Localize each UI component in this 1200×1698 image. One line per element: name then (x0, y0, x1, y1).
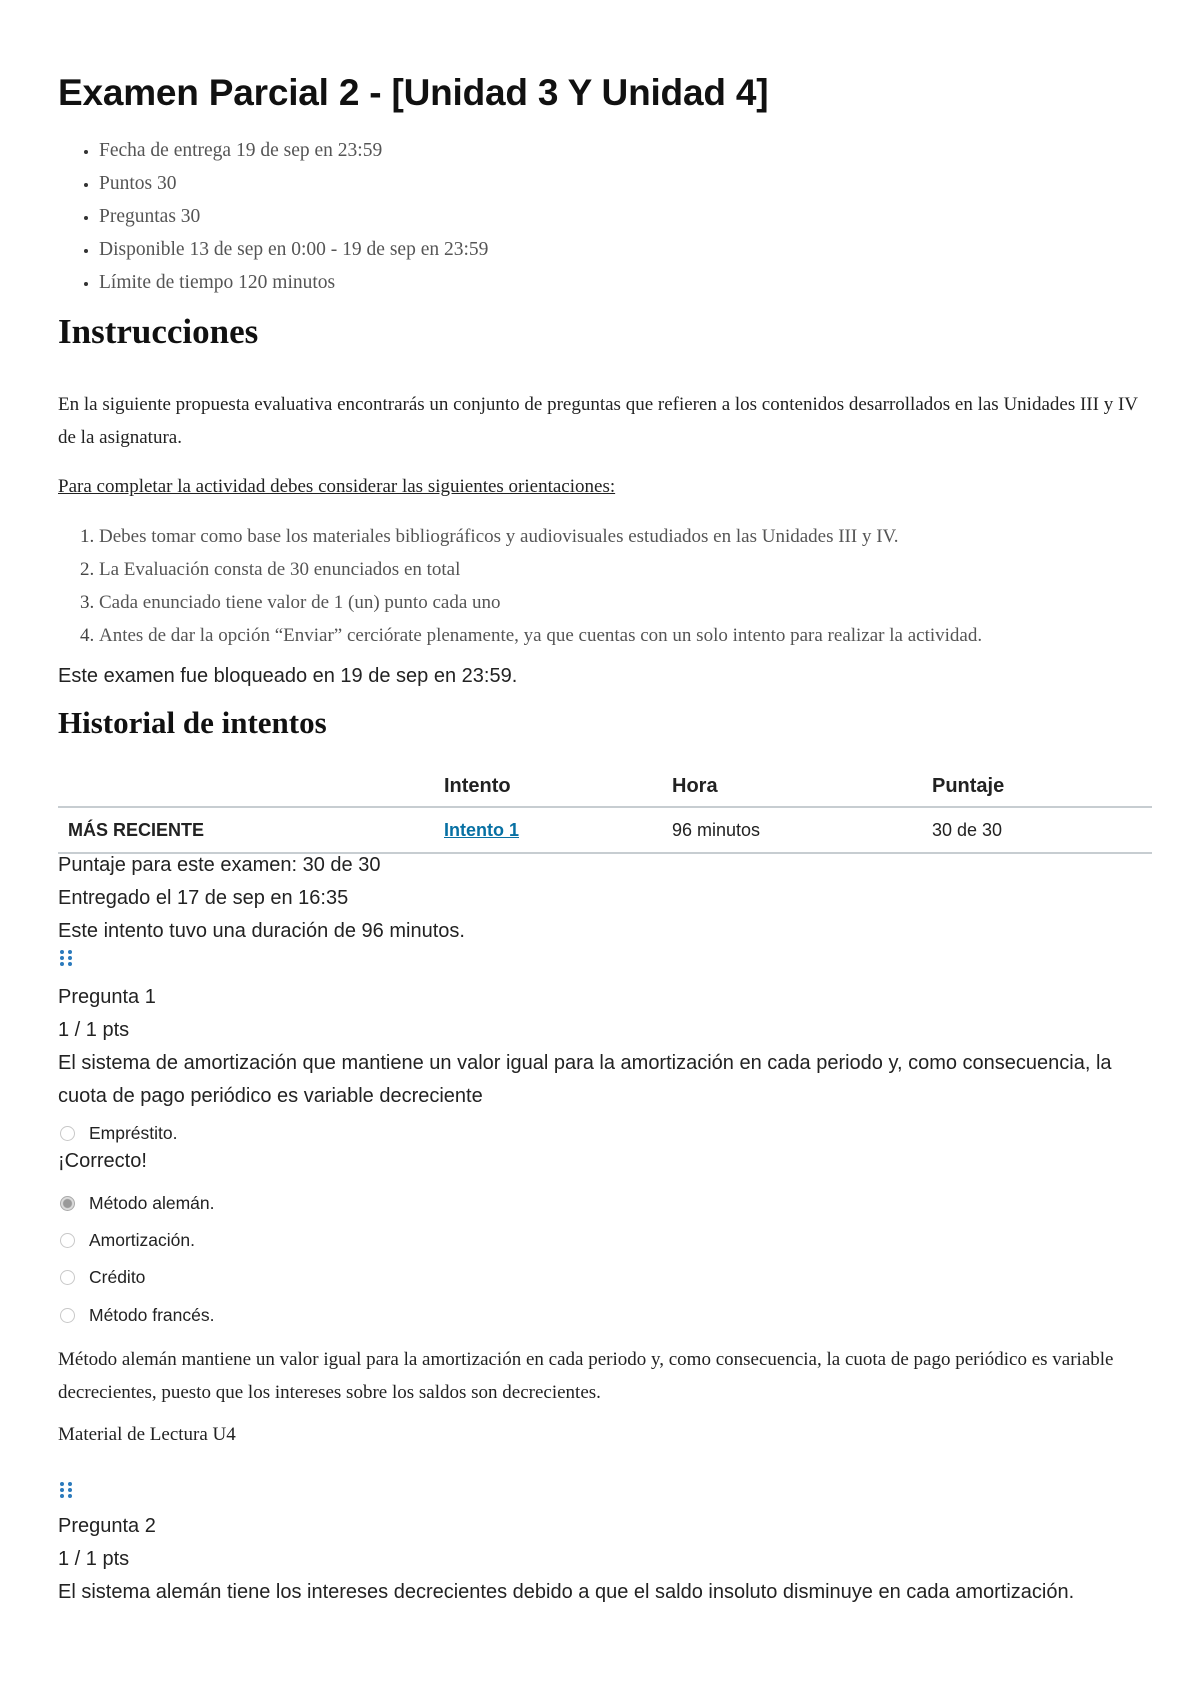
drag-handle-icon[interactable] (60, 1482, 74, 1508)
answer-label: Crédito (89, 1266, 146, 1287)
most-recent-label: MÁS RECIENTE (58, 807, 444, 853)
detail-time-limit: • Límite de tiempo 120 minutos (99, 266, 488, 299)
correct-label: ¡Correcto! (58, 1150, 147, 1172)
question-1-text: El sistema de amortización que mantiene un valor igual para la amortización en cada periodo y, como consecuencia, la cuota de pago periódico es variable decreciente (58, 1052, 1112, 1107)
instructions-heading: Instrucciones (58, 312, 259, 351)
question-1-points: 1 / 1 pts (58, 1019, 130, 1041)
page-title: Examen Parcial 2 - [Unidad 3 Y Unidad 4] (58, 72, 769, 113)
question-1-title: Pregunta 1 (58, 986, 156, 1008)
submitted-at: Entregado el 17 de sep en 16:35 (58, 887, 349, 909)
attempt-duration: Este intento tuvo una duración de 96 minutos. (58, 920, 465, 942)
attempt-history-table (58, 766, 1152, 854)
radio-icon[interactable] (60, 1233, 75, 1248)
score-cell: 30 de 30 (932, 807, 1152, 853)
column-header-attempt: Intento (444, 766, 672, 807)
radio-icon[interactable] (60, 1270, 75, 1285)
step-item: 2. La Evaluación consta de 30 enunciados en total (99, 553, 982, 586)
column-header-time: Hora (672, 766, 932, 807)
drag-handle-icon[interactable] (60, 950, 74, 976)
reading-material: Material de Lectura U4 (58, 1424, 236, 1445)
column-header-score: Puntaje (932, 766, 1152, 807)
answer-option-selected[interactable] (58, 1188, 215, 1218)
detail-due-date: • Fecha de entrega 19 de sep en 23:59 (99, 134, 488, 167)
step-item: 4. Antes de dar la opción “Enviar” cerciórate plenamente, ya que cuentas con un solo intento para realizar la actividad. (99, 619, 982, 652)
detail-points: • Puntos 30 (99, 167, 488, 200)
locked-notice: Este examen fue bloqueado en 19 de sep en 23:59. (58, 665, 518, 687)
radio-checked-icon[interactable] (60, 1196, 75, 1211)
detail-questions: • Preguntas 30 (99, 200, 488, 233)
radio-icon[interactable] (60, 1126, 75, 1141)
radio-icon[interactable] (60, 1308, 75, 1323)
answer-label: Empréstito. (89, 1122, 178, 1143)
answer-option[interactable] (58, 1225, 195, 1255)
answer-label: Método alemán. (89, 1192, 215, 1213)
step-item: 3. Cada enunciado tiene valor de 1 (un) punto cada uno (99, 586, 982, 619)
instructions-intro: En la siguiente propuesta evaluativa encontrarás un conjunto de preguntas que refieren a los contenidos desarrollados en las Unidades III y IV de la asignatura. (58, 394, 1138, 448)
history-heading: Historial de intentos (58, 705, 327, 740)
attempt-link[interactable]: Intento 1 (444, 819, 519, 840)
answer-label: Amortización. (89, 1229, 196, 1250)
answer-option[interactable] (58, 1300, 214, 1330)
column-header-blank (58, 766, 444, 807)
attempt-cell (444, 807, 672, 853)
quiz-score: Puntaje para este examen: 30 de 30 (58, 854, 381, 876)
answer-option[interactable] (58, 1118, 178, 1148)
answer-explanation: Método alemán mantiene un valor igual para la amortización en cada periodo y, como consecuencia, la cuota de pago periódico es variable decrecientes, puesto que los intereses sobre los saldos son decrecientes. (58, 1349, 1114, 1403)
answer-option[interactable] (58, 1262, 145, 1292)
orientations-label: Para completar la actividad debes considerar las siguientes orientaciones: (58, 476, 616, 497)
answer-label: Método francés. (89, 1304, 215, 1325)
question-2-text: El sistema alemán tiene los intereses decrecientes debido a que el saldo insoluto disminuye en cada amortización. (58, 1581, 1075, 1603)
step-item: 1. Debes tomar como base los materiales bibliográficos y audiovisuales estudiados en las Unidades III y IV. (99, 520, 982, 553)
table-row (58, 807, 1152, 853)
question-2-title: Pregunta 2 (58, 1515, 156, 1537)
question-2-points: 1 / 1 pts (58, 1548, 130, 1570)
table-header-row (58, 766, 1152, 807)
time-cell: 96 minutos (672, 807, 932, 853)
quiz-details-list (58, 134, 488, 299)
detail-available: • Disponible 13 de sep en 0:00 - 19 de sep en 23:59 (99, 233, 488, 266)
instructions-steps (58, 520, 982, 652)
